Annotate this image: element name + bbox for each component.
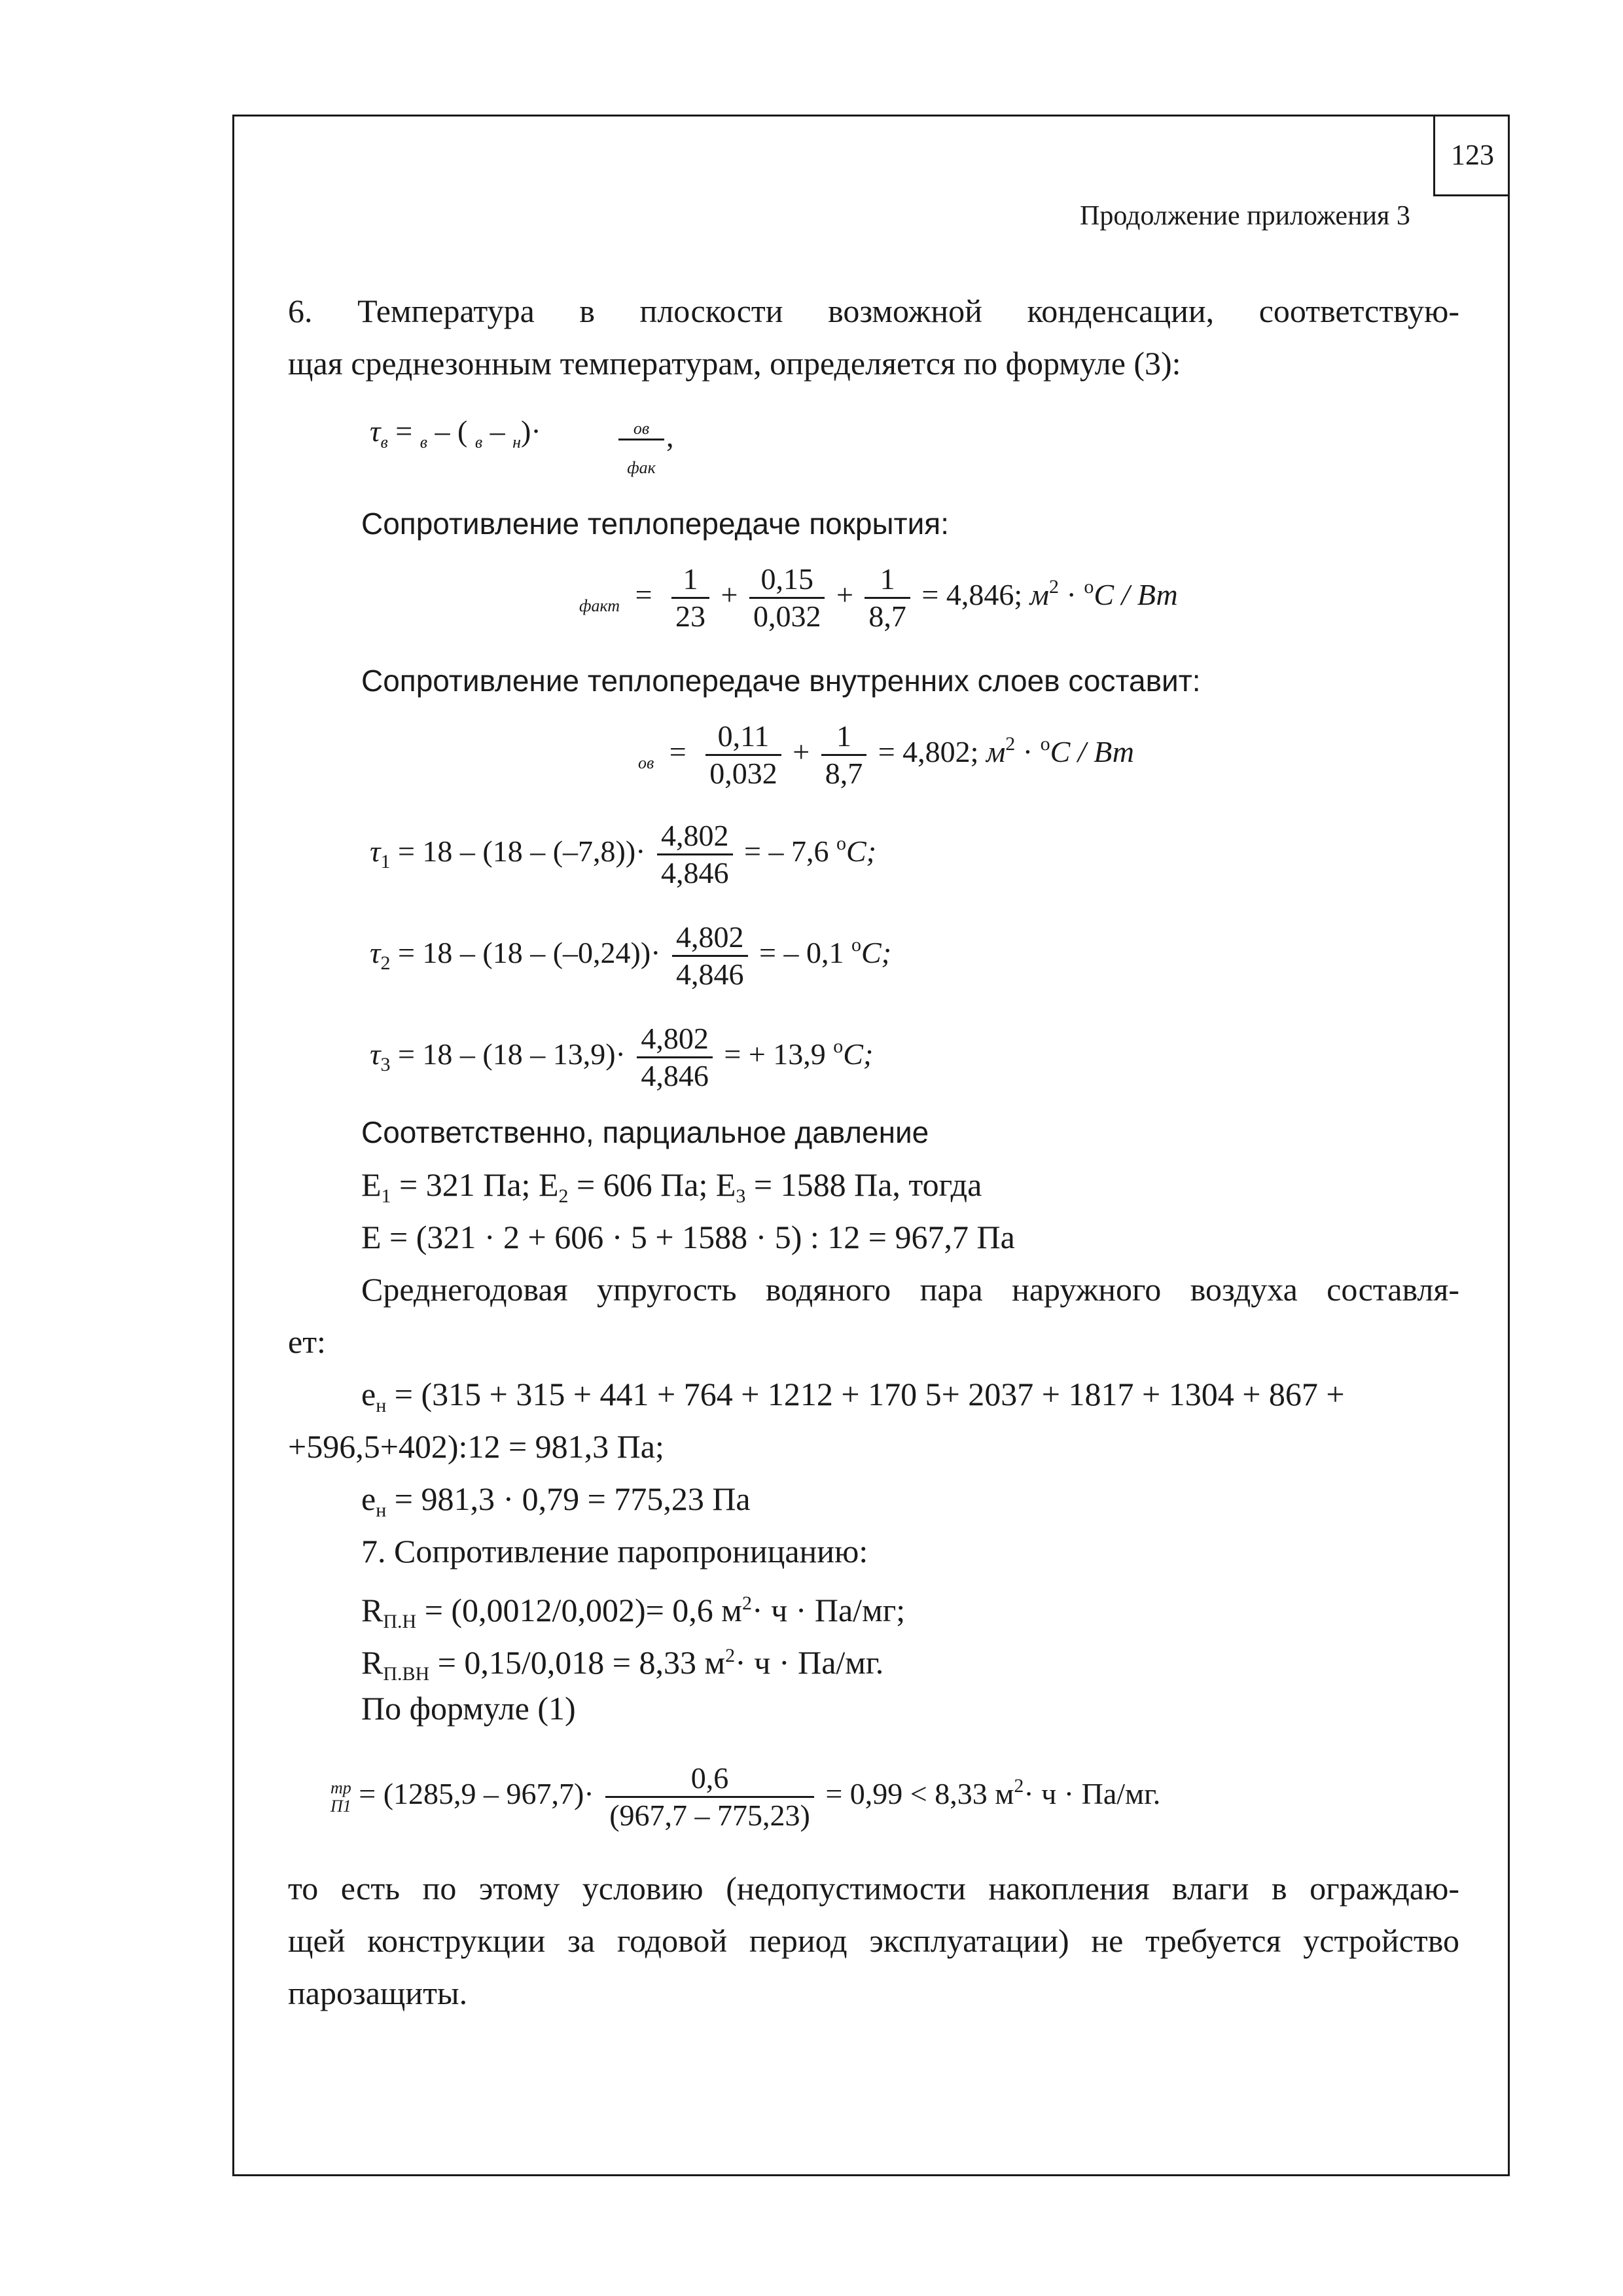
section-6-line-1: 6. Температура в плоскости возможной конденсации, соответствую- <box>288 293 1459 329</box>
formula-tau-2: $\tau_2 = 18 - (18 - (-0,24))\cdot$ $\frac{4,802}{4,846}$ = – 0,1 $^o$С; <box>370 920 891 991</box>
section-7-title: 7. Сопротивление паропроницанию: <box>361 1533 868 1570</box>
fraction: $\frac{0,6}{(967,7 - 775,23)}$ <box>605 1761 814 1833</box>
e-calc-line: Е = (321 · 2 + 606 · 5 + 1588 · 5) : 12 = 967,7 Па <box>361 1219 1015 1255</box>
fraction: $\frac{4,802}{4,846}$ <box>657 818 733 891</box>
fraction: $\frac{1}{23}$ <box>671 562 709 634</box>
page-number: 123 <box>1433 115 1510 196</box>
mean-pressure-line-2: ет: <box>288 1323 326 1360</box>
by-formula-label: По формуле (1) <box>361 1690 576 1727</box>
conclusion-line-2: щей конструкции за годовой период эксплуатации) не требуется устройство <box>288 1922 1459 1959</box>
e-values-line: $Е_1 = 321$ Па; $Е_2 = 606$ Па; $Е_3 = 1588$ Па, тогда <box>361 1166 982 1207</box>
partial-pressure-label: Соответственно, парциальное давление <box>361 1115 929 1149</box>
formula-tau-1: $\tau_1 = 18 - (18 - (-7,8))\cdot$ $\frac{4,802}{4,846}$ = – 7,6 $^o$С; <box>370 819 876 889</box>
resist-inner-label: Сопротивление теплопередаче внутренних слоев составит: <box>361 664 1201 698</box>
formula-r-p1: тр П1 = (1285,9 – 967,7)· $\frac{0,6}{(967,7 - 775,23)}$ = 0,99 < 8,33 $м^2\cdot ч \cdot Па/мг$. <box>330 1761 1161 1832</box>
section-6-line-2: щая среднезонным температурам, определяется по формуле (3): <box>288 345 1181 382</box>
mean-pressure-line-1: Среднегодовая упругость водяного пара наружного воздуха составля- <box>361 1271 1459 1308</box>
formula-r-fakt: $_{факт}$ = $\frac{1}{23}$ + $\frac{0,15}{0,032}$ + $\frac{1}{8,7}$ = 4,846; $м^2 \cdot ^oС$ / Вт <box>579 562 1178 633</box>
fraction: $\frac{0,15}{0,032}$ <box>749 562 825 634</box>
en-calc-line-3: $е_н = 981,3 \cdot 0,79 = 775,23$ Па <box>361 1480 751 1521</box>
fraction: $\frac{0,11}{0,032}$ <box>705 719 781 791</box>
resist-cover-label: Сопротивление теплопередаче покрытия: <box>361 507 949 541</box>
formula-r-ov: $_{ов}$ = $\frac{0,11}{0,032}$ + $\frac{1}{8,7}$ = 4,802; $м^2 \cdot ^oС$ / Вт <box>638 719 1134 790</box>
en-calc-line-1: $е_н = (315 + 315 + 441 + 764 + 1212 + 170$ 5+ 2037 + 1817 + 1304 + 867 + <box>361 1376 1345 1416</box>
formula-tau-v-num: ов <box>618 419 664 440</box>
formula-tau-3: $\tau_3 = 18 - (18 - 13,9)\cdot$ $\frac{4,802}{4,846}$ = + 13,9 $^o$С; <box>370 1022 874 1092</box>
formula-tau-v-comma: , <box>666 420 674 453</box>
fraction: $\frac{4,802}{4,846}$ <box>637 1021 713 1094</box>
fraction: $\frac{1}{8,7}$ <box>865 562 910 634</box>
rpn-line: $R_{П.Н} = (0,0012/0,002)= 0,6$ $м^2\cdot ч \cdot Па/мг$; <box>361 1592 906 1632</box>
continuation-label: Продолжение приложения 3 <box>1080 201 1410 231</box>
en-calc-line-2: +596,5+402):12 = 981,3 Па; <box>288 1428 664 1465</box>
fraction: $\frac{4,802}{4,846}$ <box>672 920 748 992</box>
conclusion-line-1: то есть по этому условию (недопустимости накопления влаги в ограждаю- <box>288 1870 1459 1907</box>
formula-tau-v-den: фак <box>627 458 656 477</box>
conclusion-line-3: парозащиты. <box>288 1975 468 2011</box>
fraction: $\frac{1}{8,7}$ <box>821 719 867 791</box>
formula-tau-v: $\tau_в = _в$ – ( $_в$ – $_н$)· <box>370 414 541 452</box>
r-p1-indices: тр П1 <box>330 1778 351 1816</box>
rpvn-line: $R_{П.ВН} = 0,15/0,018 = 8,33$ $м^2\cdot ч \cdot Па/мг$. <box>361 1644 884 1685</box>
